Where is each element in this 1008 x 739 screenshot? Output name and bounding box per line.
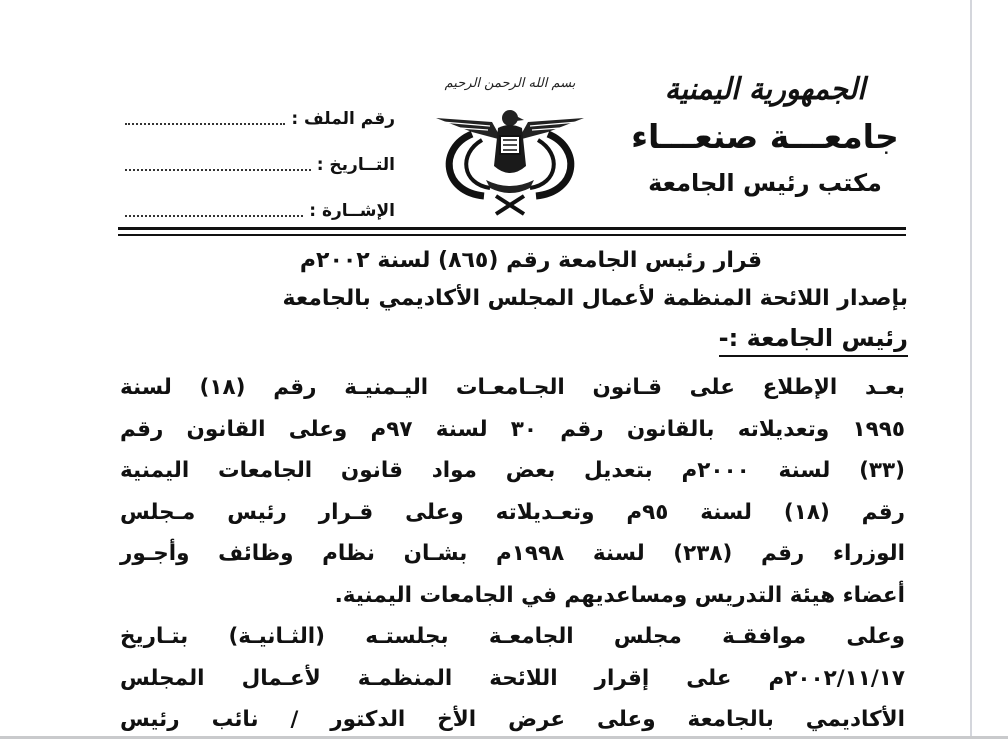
basmala: بسم الله الرحمن الرحيم: [444, 76, 576, 91]
header-rule-bottom: [118, 234, 906, 236]
date-field: [125, 142, 395, 188]
body-line: الوزراء رقم (٢٣٨) لسنة ١٩٩٨م بشـان نظام وظائف وأجـور: [120, 541, 905, 566]
body-line: (٣٣) لسنة ٢٠٠٠م بتعديل بعض مواد قانون الجامعات اليمنية: [120, 458, 905, 483]
body-line: أعضاء هيئة التدريس ومساعديهم في الجامعات اليمنية.: [334, 582, 905, 608]
decision-title: قرار رئيس الجامعة رقم (٨٦٥) لسنة ٢٠٠٢م: [299, 248, 762, 273]
body-line: رقم (١٨) لسنة ٩٥م وتعـديلاته وعلى قـرار رئيس مـجلس: [120, 499, 905, 525]
body-line: الأكاديمي بالجامعة وعلى عرض الأخ الدكتور / نائب رئيس: [120, 707, 905, 732]
date-dots: [125, 169, 311, 171]
body-line: وعلى موافقـة مجلس الجامعـة بجلستـه (الثـانيـة) بتـاريخ: [120, 624, 905, 649]
body-line: ٢٠٠٢/١١/١٧م على إقرار اللائحة المنظمـة لأعـمال المجلس: [120, 665, 905, 691]
country-name: الجمهورية اليمنية: [664, 72, 866, 107]
letterhead-emblem: [428, 72, 592, 222]
office-name: مكتب رئيس الجامعة: [648, 169, 882, 197]
body-line: بعـد الإطلاع على قـانون الجـامعـات اليـمنيـة رقم (١٨) لسنة: [120, 375, 906, 400]
reference-fields: [125, 96, 395, 234]
reference-dots: [125, 215, 303, 217]
body-line: ١٩٩٥ وتعديلاته بالقانون رقم ٣٠ لسنة ٩٧م وعلى القانون رقم: [120, 416, 905, 442]
decision-addressee: رئيس الجامعة :-: [719, 324, 908, 357]
file-number-dots: [125, 123, 285, 125]
decision-subject: بإصدار اللائحة المنظمة لأعمال المجلس الأكاديمي بالجامعة: [282, 286, 908, 311]
file-number-field: [125, 96, 395, 142]
page-edge: [970, 0, 972, 739]
file-number-label: رقم الملف :: [291, 109, 395, 129]
decision-body: [120, 367, 905, 739]
university-name: جامعـــة صنعـــاء: [631, 117, 899, 156]
letterhead-institution: [620, 68, 910, 204]
header-rule-top: [118, 227, 906, 230]
eagle-emblem-icon: [428, 96, 592, 218]
reference-label: الإشــارة :: [309, 201, 395, 221]
date-label: التــاريخ :: [316, 155, 395, 175]
